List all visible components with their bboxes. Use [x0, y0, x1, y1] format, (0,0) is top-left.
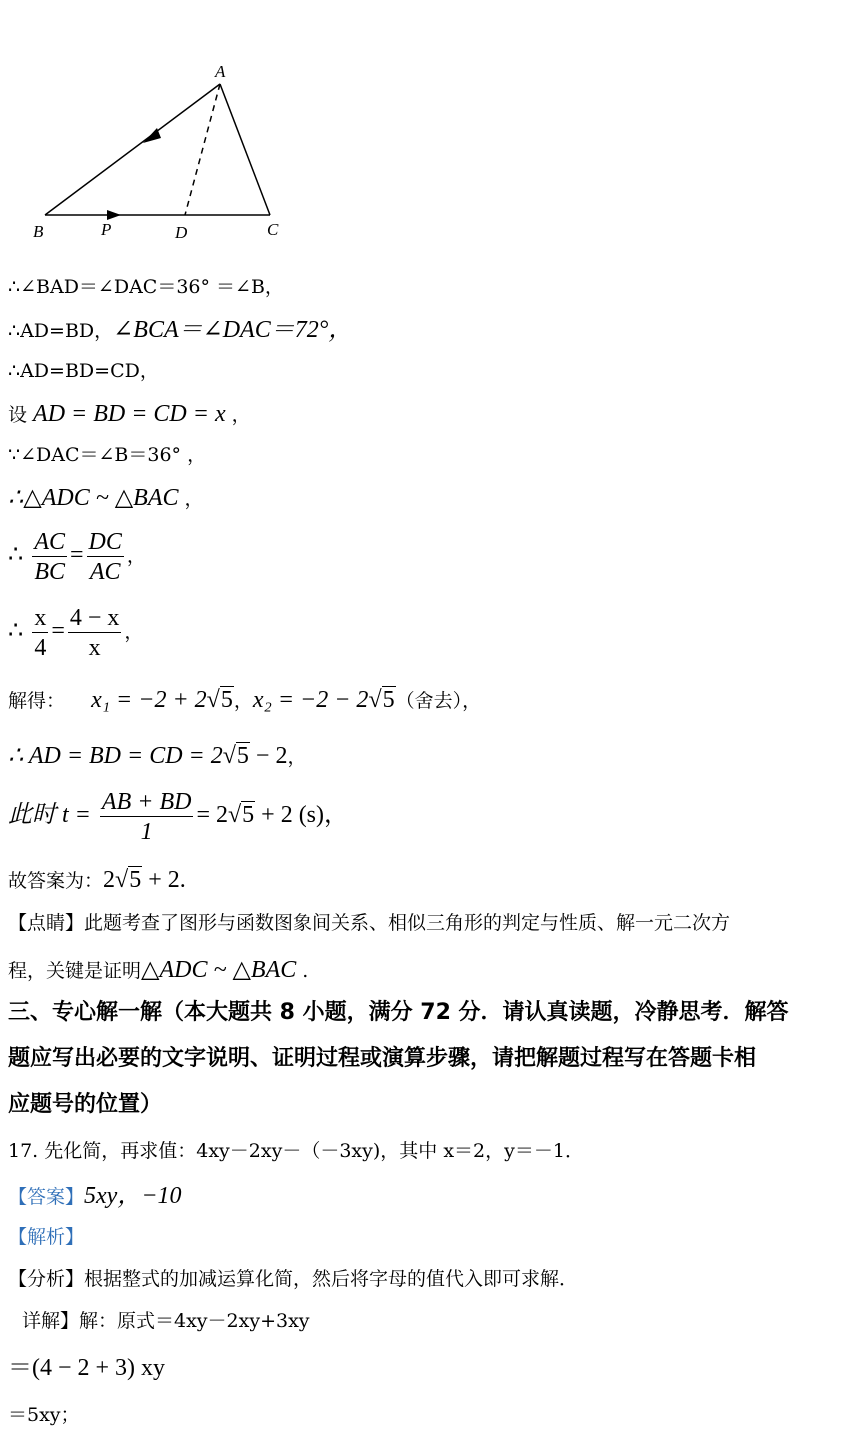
solution-line-ad-bd	[8, 318, 352, 342]
solve-label: 解得：	[8, 690, 66, 712]
side-ab	[45, 84, 220, 215]
similar-suffix: ，	[178, 488, 204, 510]
q17-step1: ＝(4 − 2 + 3) xy	[8, 1355, 166, 1381]
comment-line-1: 【点睛】此题考查了图形与函数图象间关系、相似三角形的判定与性质、解一元二次方	[8, 912, 731, 934]
section3-heading-line3: 应题号的位置）	[8, 1092, 163, 1117]
label-b: B	[33, 222, 44, 241]
solution-line-let-x	[8, 402, 251, 426]
q17-question: 17. 先化简，再求值：4xy－2xy－（－3xy)，其中 x＝2，y＝－1．	[8, 1140, 584, 1162]
solution-line-equation: ∴ $\frac{x}{4}$ = $\frac{4 - x}{x}$ ，	[8, 605, 144, 661]
label-p: P	[101, 220, 112, 239]
answer-prefix: 故答案为：	[8, 870, 104, 892]
q17-analysis-tag: 【解析】	[8, 1226, 85, 1248]
discard-note: （舍去），	[395, 690, 482, 712]
result-equation: ∴ AD = BD = CD = 2	[8, 743, 223, 769]
similar-triangles: ∴△ADC ~ △BAC	[8, 485, 179, 511]
q17-step2: ＝5xy；	[8, 1404, 80, 1426]
comment-similar: △ADC ~ △BAC	[141, 957, 297, 983]
label-c: C	[267, 220, 279, 239]
root-x1: x₁ = −2 + 2	[91, 687, 207, 713]
answer-value: 5xy，−10	[84, 1183, 182, 1209]
q17-fenxi: 【分析】根据整式的加减运算化简，然后将字母的值代入即可求解．	[8, 1268, 579, 1290]
comment-line-2: 程，关键是证明△ADC ~ △BAC .	[8, 957, 309, 983]
eq-rhs: $\frac{4 - x}{x}$	[69, 605, 120, 661]
ratio-rhs: $\frac{DC}{AC}$	[88, 529, 122, 585]
answer-tag: 【答案】	[8, 1186, 85, 1208]
ad-bd-text: ∴AD=BD，	[8, 320, 114, 342]
side-ac	[220, 84, 270, 215]
solution-line-ratio: ∴ $\frac{AC}{BC}$ = $\frac{DC}{AC}$ ，	[8, 529, 146, 585]
solution-line-angles: ∴∠BAD＝∠DAC＝36° ＝∠B，	[8, 276, 284, 298]
eq-lhs: $\frac{x}{4}$	[34, 605, 47, 661]
section3-heading-line2: 题应写出必要的文字说明、证明过程或演算步骤，请把解题过程写在答题卡相	[8, 1046, 757, 1071]
arrow-on-bp	[107, 210, 121, 220]
solution-line-solve: 解得： x₁ = −2 + 2√5，x₂ = −2 − 2√5（舍去），	[8, 687, 482, 713]
section3-heading-line1: 三、专心解一解（本大题共 8 小题，满分 72 分．请认真读题，冷静思考．解答	[8, 1000, 789, 1025]
triangle-figure	[25, 55, 295, 245]
q17-answer	[8, 1184, 182, 1208]
ratio-lhs: $\frac{AC}{BC}$	[34, 529, 65, 585]
root-x2: x₂ = −2 − 2	[252, 687, 369, 713]
solution-line-time: 此时 t = $\frac{AB + BD}{1}$ = 2√5 + 2 (s)，	[8, 789, 349, 845]
solution-line-result: ∴ AD = BD = CD = 2√5 − 2，	[8, 743, 307, 769]
let-suffix: ，	[225, 404, 251, 426]
solution-line-answer: 故答案为：2√5 + 2.	[8, 867, 186, 893]
solution-line-because: ∵∠DAC＝∠B＝36° ，	[8, 444, 207, 466]
solution-line-ad-bd-cd: ∴AD=BD=CD，	[8, 360, 159, 382]
q17-detail: 详解】解：原式＝4xy－2xy+3xy	[22, 1310, 310, 1332]
time-prefix: 此时 t =	[8, 802, 91, 828]
let-equation: AD = BD = CD = x	[33, 401, 226, 427]
label-d: D	[175, 223, 188, 242]
angle-bca: ∠BCA＝∠DAC＝72°，	[113, 317, 353, 343]
time-fraction: $\frac{AB + BD}{1}$	[101, 789, 192, 845]
let-prefix: 设	[8, 404, 34, 426]
label-a: A	[215, 62, 226, 81]
segment-ad	[185, 84, 220, 215]
solution-line-similar	[8, 486, 204, 510]
